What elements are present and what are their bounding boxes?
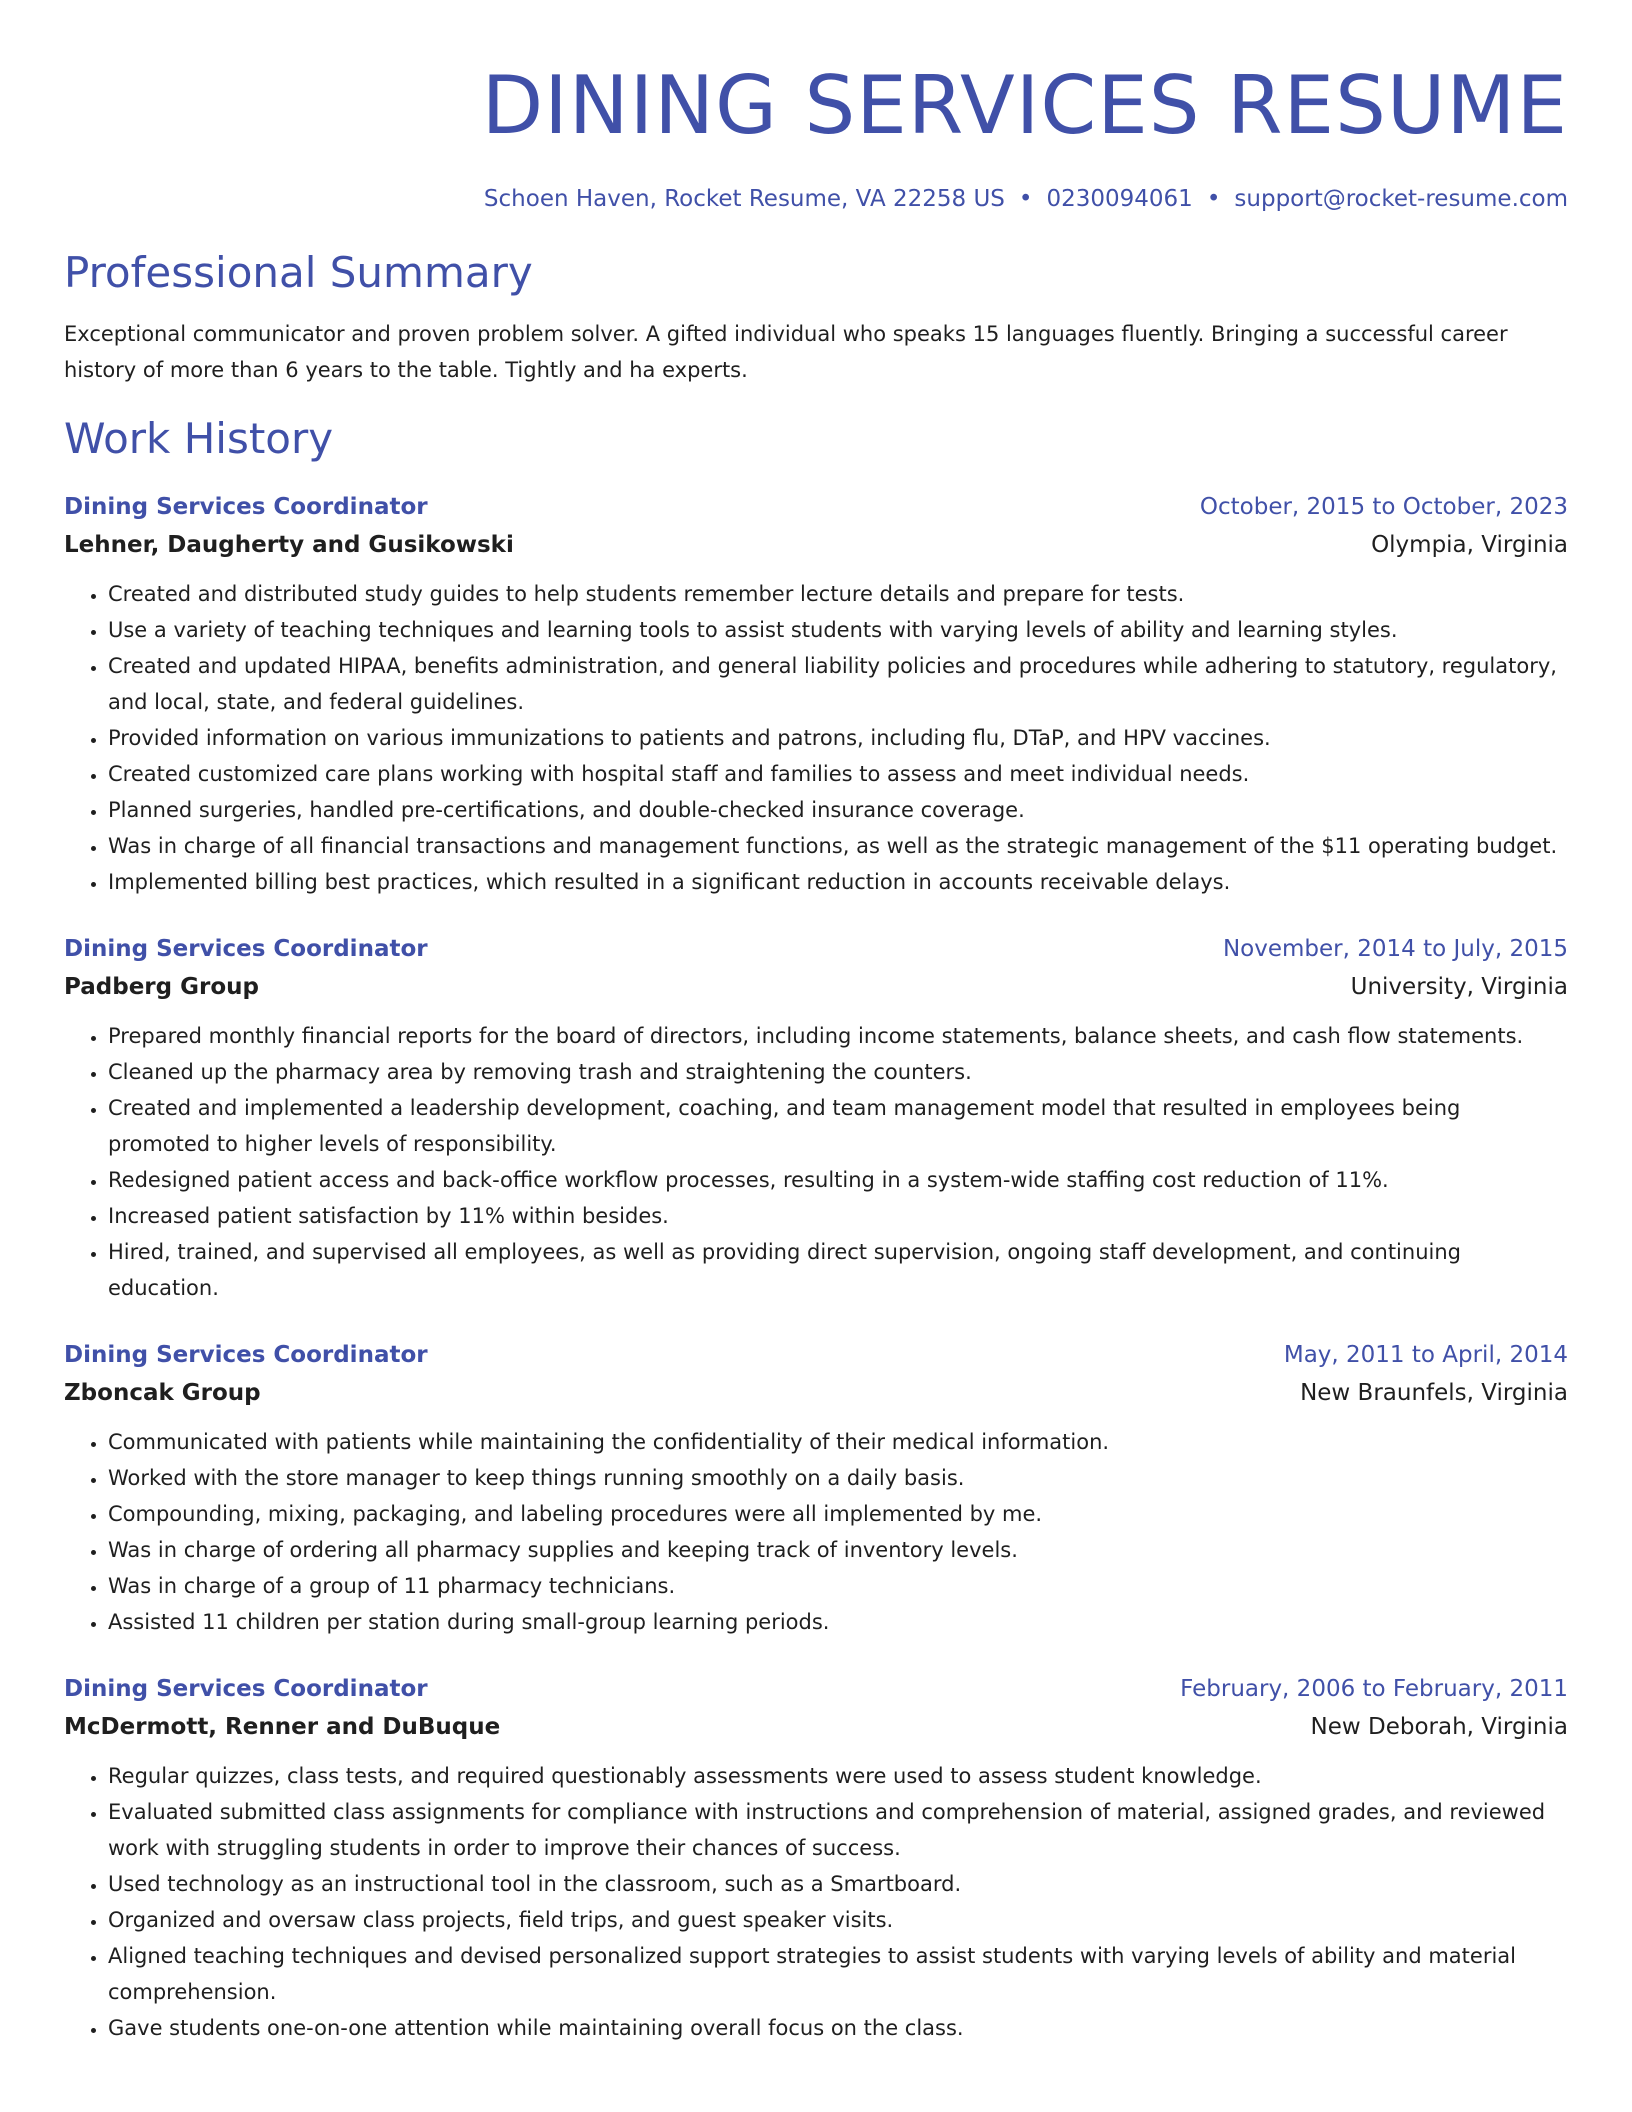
job-bullet: • Used technology as an instructional tool in the classroom, such as a Smartboard. bbox=[108, 1866, 1568, 1902]
job-title-row bbox=[64, 1670, 1568, 1708]
job-bullet: • Increased patient satisfaction by 11% within besides. bbox=[108, 1198, 1568, 1234]
job-entry bbox=[64, 930, 1568, 1306]
job-bullet: • Created customized care plans working with hospital staff and families to assess and meet individual needs. bbox=[108, 756, 1568, 792]
job-title: Dining Services Coordinator bbox=[64, 1342, 428, 1368]
job-company: McDermott, Renner and DuBuque bbox=[64, 1714, 501, 1740]
job-bullet: • Regular quizzes, class tests, and required questionably assessments were used to assess student knowledge. bbox=[108, 1758, 1568, 1794]
job-location: New Deborah, Virginia bbox=[1310, 1714, 1568, 1740]
work-history-heading: Work History bbox=[64, 414, 334, 463]
job-title-row bbox=[64, 488, 1568, 526]
job-bullet: • Gave students one-on-one attention while maintaining overall focus on the class. bbox=[108, 2010, 1568, 2046]
job-dates: October, 2015 to October, 2023 bbox=[1199, 494, 1568, 520]
job-bullet-list bbox=[64, 576, 1568, 900]
job-bullet: • Redesigned patient access and back-office workflow processes, resulting in a system-wide staffing cost reduction of 11%. bbox=[108, 1162, 1568, 1198]
job-bullet: • Created and implemented a leadership development, coaching, and team management model that resulted in employees being promoted to higher levels of responsibility. bbox=[108, 1090, 1568, 1162]
job-dates: November, 2014 to July, 2015 bbox=[1222, 936, 1568, 962]
job-title-row bbox=[64, 930, 1568, 968]
job-company: Padberg Group bbox=[64, 974, 259, 1000]
job-location: New Braunfels, Virginia bbox=[1300, 1380, 1568, 1406]
job-bullet: • Was in charge of ordering all pharmacy supplies and keeping track of inventory levels. bbox=[108, 1532, 1568, 1568]
job-company: Lehner, Daugherty and Gusikowski bbox=[64, 532, 514, 558]
job-bullet-list bbox=[64, 1018, 1568, 1306]
job-bullet: • Created and updated HIPAA, benefits administration, and general liability policies and procedures while adhering to statutory, regulatory, and local, state, and federal guidelines. bbox=[108, 648, 1568, 720]
contact-separator: • bbox=[1206, 186, 1221, 212]
contact-separator: • bbox=[1018, 186, 1033, 212]
job-bullet: • Hired, trained, and supervised all employees, as well as providing direct supervision, ongoing staff development, and continuing education. bbox=[108, 1234, 1568, 1306]
summary-text: Exceptional communicator and proven problem solver. A gifted individual who speaks 15 languages fluently. Bringing a successful career history of more than 6 years to the table. Tightly and ha experts. bbox=[64, 322, 1508, 382]
job-bullet: • Evaluated submitted class assignments for compliance with instructions and comprehension of material, assigned grades, and reviewed work with struggling students in order to improve their chances of success. bbox=[108, 1794, 1568, 1866]
job-entry bbox=[64, 1336, 1568, 1640]
job-title: Dining Services Coordinator bbox=[64, 936, 428, 962]
job-bullet: • Was in charge of a group of 11 pharmacy technicians. bbox=[108, 1568, 1568, 1604]
job-bullet: • Aligned teaching techniques and devised personalized support strategies to assist students with varying levels of ability and material comprehension. bbox=[108, 1938, 1568, 2010]
job-bullet: • Prepared monthly financial reports for the board of directors, including income statements, balance sheets, and cash flow statements. bbox=[108, 1018, 1568, 1054]
job-bullet: • Created and distributed study guides to help students remember lecture details and prepare for tests. bbox=[108, 576, 1568, 612]
job-list bbox=[64, 488, 1568, 2046]
contact-line bbox=[64, 184, 1568, 214]
summary-heading: Professional Summary bbox=[64, 248, 533, 297]
job-title-row bbox=[64, 1336, 1568, 1374]
job-bullet: • Worked with the store manager to keep things running smoothly on a daily basis. bbox=[108, 1460, 1568, 1496]
job-company-row bbox=[64, 968, 1568, 1006]
job-company-row bbox=[64, 526, 1568, 564]
job-bullet: • Compounding, mixing, packaging, and labeling procedures were all implemented by me. bbox=[108, 1496, 1568, 1532]
job-bullet: • Implemented billing best practices, which resulted in a significant reduction in accounts receivable delays. bbox=[108, 864, 1568, 900]
contact-address: Schoen Haven, Rocket Resume, VA 22258 US bbox=[483, 186, 1005, 212]
job-bullet: • Planned surgeries, handled pre-certifications, and double-checked insurance coverage. bbox=[108, 792, 1568, 828]
job-bullet: • Use a variety of teaching techniques and learning tools to assist students with varying levels of ability and learning styles. bbox=[108, 612, 1568, 648]
contact-phone: 0230094061 bbox=[1046, 186, 1193, 212]
job-company-row bbox=[64, 1374, 1568, 1412]
job-location: University, Virginia bbox=[1350, 974, 1568, 1000]
job-dates: May, 2011 to April, 2014 bbox=[1283, 1342, 1568, 1368]
job-bullet-list bbox=[64, 1758, 1568, 2046]
job-bullet-list bbox=[64, 1424, 1568, 1640]
job-company: Zboncak Group bbox=[64, 1380, 261, 1406]
job-company-row bbox=[64, 1708, 1568, 1746]
job-bullet: • Organized and oversaw class projects, field trips, and guest speaker visits. bbox=[108, 1902, 1568, 1938]
job-entry bbox=[64, 1670, 1568, 2046]
job-bullet: • Cleaned up the pharmacy area by removing trash and straightening the counters. bbox=[108, 1054, 1568, 1090]
job-entry bbox=[64, 488, 1568, 900]
contact-email[interactable]: support@rocket-resume.com bbox=[1234, 186, 1568, 212]
job-location: Olympia, Virginia bbox=[1371, 532, 1568, 558]
resume-title: DINING SERVICES RESUME bbox=[481, 59, 1568, 152]
job-bullet: • Communicated with patients while maintaining the confidentiality of their medical information. bbox=[108, 1424, 1568, 1460]
job-title: Dining Services Coordinator bbox=[64, 1676, 428, 1702]
job-bullet: • Provided information on various immunizations to patients and patrons, including flu, DTaP, and HPV vaccines. bbox=[108, 720, 1568, 756]
job-bullet: • Assisted 11 children per station during small-group learning periods. bbox=[108, 1604, 1568, 1640]
job-title: Dining Services Coordinator bbox=[64, 494, 428, 520]
job-dates: February, 2006 to February, 2011 bbox=[1180, 1676, 1568, 1702]
job-bullet: • Was in charge of all financial transactions and management functions, as well as the strategic management of the $11 operating budget. bbox=[108, 828, 1568, 864]
